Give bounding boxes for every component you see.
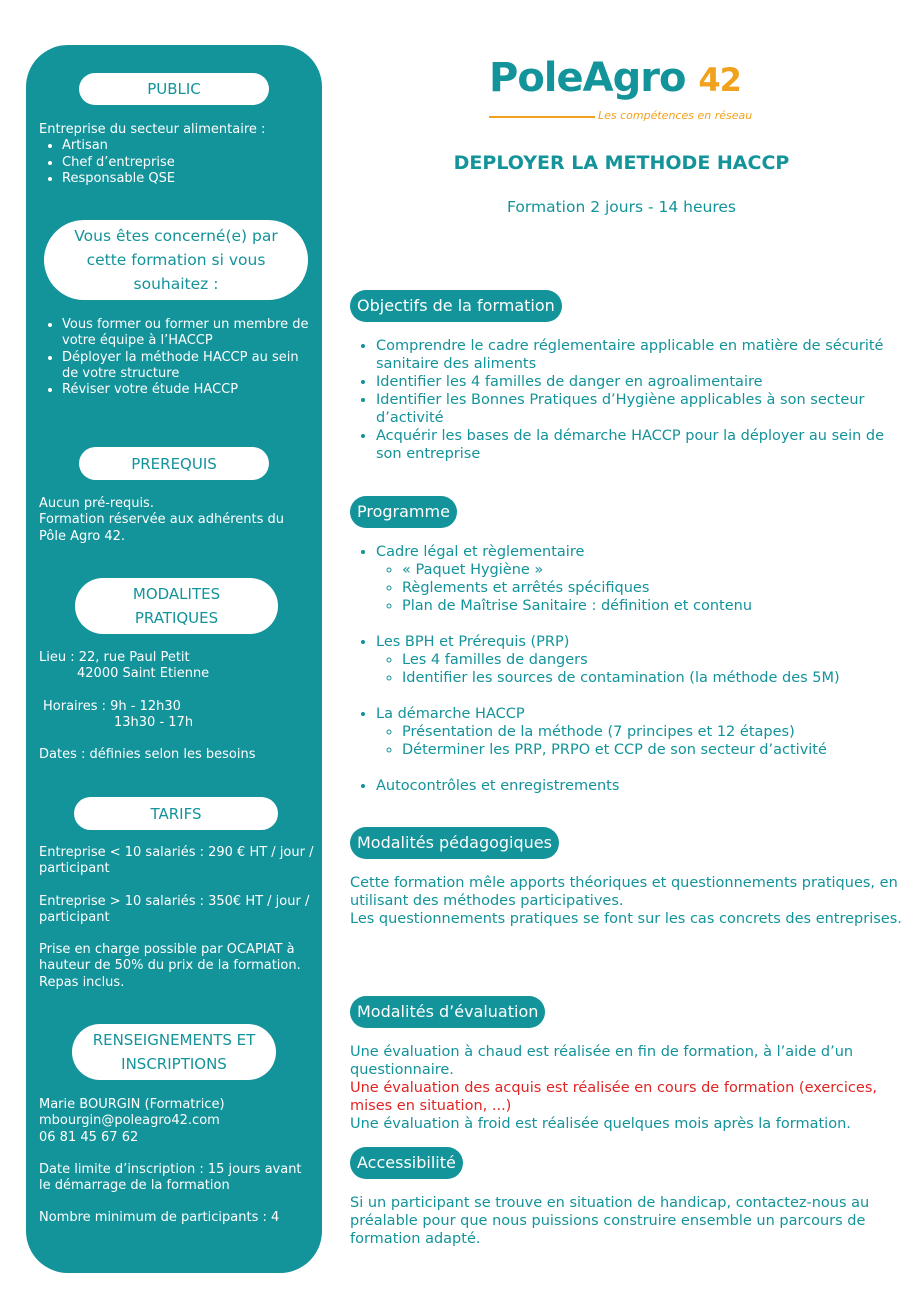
tarif-small: Entreprise < 10 salariés : 290 € HT / jour / participant (39, 845, 314, 877)
list-item: ◦ Les 4 familles de dangers (402, 651, 905, 669)
poleagro-logo (489, 55, 759, 127)
list-item: • Chef d’entreprise (62, 155, 265, 171)
public-heading: PUBLIC (79, 73, 269, 105)
public-intro: Entreprise du secteur alimentaire : (39, 122, 266, 137)
list-item: • Réviser votre étude HACCP (62, 382, 309, 398)
list-item: ◦ Déterminer les PRP, PRPO et CCP de son secteur d’activité (402, 741, 905, 759)
tarifs-heading: TARIFS (74, 797, 278, 830)
pedagogiques-heading: Modalités pédagogiques (350, 827, 559, 859)
list-item: • Comprendre le cadre réglementaire applicable en matière de sécurité sanitaire des aliments (376, 337, 905, 373)
accessibilite-heading: Accessibilité (350, 1147, 463, 1179)
lieu-city: 42000 Saint Etienne (77, 666, 210, 682)
programme-section-item (376, 777, 905, 795)
list-item: • Identifier les Bonnes Pratiques d’Hygiène applicables à son secteur d’activité (376, 391, 905, 427)
prerequis-section (39, 496, 315, 545)
concerned-heading: Vous êtes concerné(e) par cette formation si vous souhaitez : (44, 220, 308, 300)
contact-name: Marie BOURGIN (Formatrice) (39, 1097, 225, 1112)
programme-section-title: Autocontrôles et enregistrements (376, 778, 620, 794)
modalites-section (39, 650, 315, 763)
evaluation-heading: Modalités d’évaluation (350, 996, 545, 1028)
horaires-label: Horaires : 9h - 12h30 (43, 698, 181, 714)
logo-underline (489, 116, 595, 118)
contact-phone[interactable]: 06 81 45 67 62 (39, 1129, 139, 1145)
programme-section-item (376, 633, 905, 687)
concerned-section (39, 317, 309, 398)
evaluation-p2: Une évaluation des acquis est réalisée en cours de formation (exercices, mises en situation, ...) (350, 1080, 877, 1114)
prerequis-line1: Aucun pré-requis. (39, 496, 154, 511)
list-item: • Responsable QSE (62, 171, 265, 187)
evaluation-section (350, 1043, 905, 1133)
logo-number: 42 (698, 61, 741, 99)
logo-name: PoleAgro (489, 55, 686, 101)
pedagogiques-section (350, 874, 905, 928)
programme-section-item (376, 543, 905, 615)
contact-heading: RENSEIGNEMENTS ET INSCRIPTIONS (72, 1024, 276, 1080)
programme-list (350, 543, 905, 615)
list-item: • Déployer la méthode HACCP au sein de votre structure (62, 350, 309, 383)
list-item: • Artisan (62, 138, 265, 154)
objectifs-section (350, 337, 905, 463)
tarif-ocapiat: Prise en charge possible par OCAPIAT à hauteur de 50% du prix de la formation. Repas inclus. (39, 942, 301, 990)
tarifs-section (39, 845, 315, 991)
list-item: ◦ Identifier les sources de contamination (la méthode des 5M) (402, 669, 905, 687)
prerequis-line2: Formation réservée aux adhérents du Pôle Agro 42. (39, 512, 285, 544)
programme-section (350, 543, 905, 795)
public-list (39, 138, 265, 187)
programme-section-title: Les BPH et Prérequis (PRP) (376, 634, 570, 650)
objectifs-list (350, 337, 905, 463)
contact-email[interactable]: mbourgin@poleagro42.com (39, 1113, 220, 1129)
list-item: • Identifier les 4 familles de danger en agroalimentaire (376, 373, 905, 391)
modalites-heading: MODALITES PRATIQUES (75, 578, 278, 634)
page-subtitle: Formation 2 jours - 14 heures (507, 198, 736, 216)
programme-section-title: Cadre légal et règlementaire (376, 544, 585, 560)
list-item: ◦ Présentation de la méthode (7 principes et 12 étapes) (402, 723, 905, 741)
lieu-label: Lieu : 22, rue Paul Petit (39, 650, 190, 665)
evaluation-p1: Une évaluation à chaud est réalisée en fin de formation, à l’aide d’un questionnaire. (350, 1044, 854, 1078)
tarif-large: Entreprise > 10 salariés : 350€ HT / jour / participant (39, 893, 310, 925)
dates-text: Dates : définies selon les besoins (39, 747, 256, 763)
horaires-afternoon: 13h30 - 17h (114, 714, 194, 730)
list-item: ◦ Règlements et arrêtés spécifiques (402, 579, 905, 597)
prerequis-heading: PREREQUIS (79, 447, 269, 480)
accessibilite-section (350, 1194, 905, 1248)
list-item: ◦ « Paquet Hygiène » (402, 561, 905, 579)
list-item: • Vous former ou former un membre de votre équipe à l’HACCP (62, 317, 309, 350)
pedagogiques-p1: Cette formation mêle apports théoriques et questionnements pratiques, en utilisant des méthodes participatives. (350, 875, 898, 909)
list-item: • Acquérir les bases de la démarche HACCP pour la déployer au sein de son entreprise (376, 427, 905, 463)
contact-deadline: Date limite d’inscription : 15 jours avant le démarrage de la formation (39, 1161, 302, 1194)
sidebar-panel (26, 45, 322, 1273)
public-section (39, 122, 265, 187)
programme-section-title: La démarche HACCP (376, 706, 525, 722)
contact-minimum: Nombre minimum de participants : 4 (39, 1210, 280, 1226)
logo-tagline: Les compétences en réseau (598, 109, 753, 122)
contact-section (39, 1097, 315, 1227)
evaluation-p3: Une évaluation à froid est réalisée quelques mois après la formation. (350, 1116, 851, 1132)
list-item: ◦ Plan de Maîtrise Sanitaire : définition et contenu (402, 597, 905, 615)
programme-section-item (376, 705, 905, 759)
programme-heading: Programme (350, 496, 457, 528)
page-title: DEPLOYER LA METHODE HACCP (453, 152, 790, 174)
concerned-list (39, 317, 309, 398)
objectifs-heading: Objectifs de la formation (350, 290, 562, 322)
accessibilite-p1: Si un participant se trouve en situation de handicap, contactez-nous au préalable pour que nous puissions construire ensemble un parcours de formation adapté. (350, 1195, 870, 1247)
pedagogiques-p2: Les questionnements pratiques se font sur les cas concrets des entreprises. (350, 911, 902, 927)
